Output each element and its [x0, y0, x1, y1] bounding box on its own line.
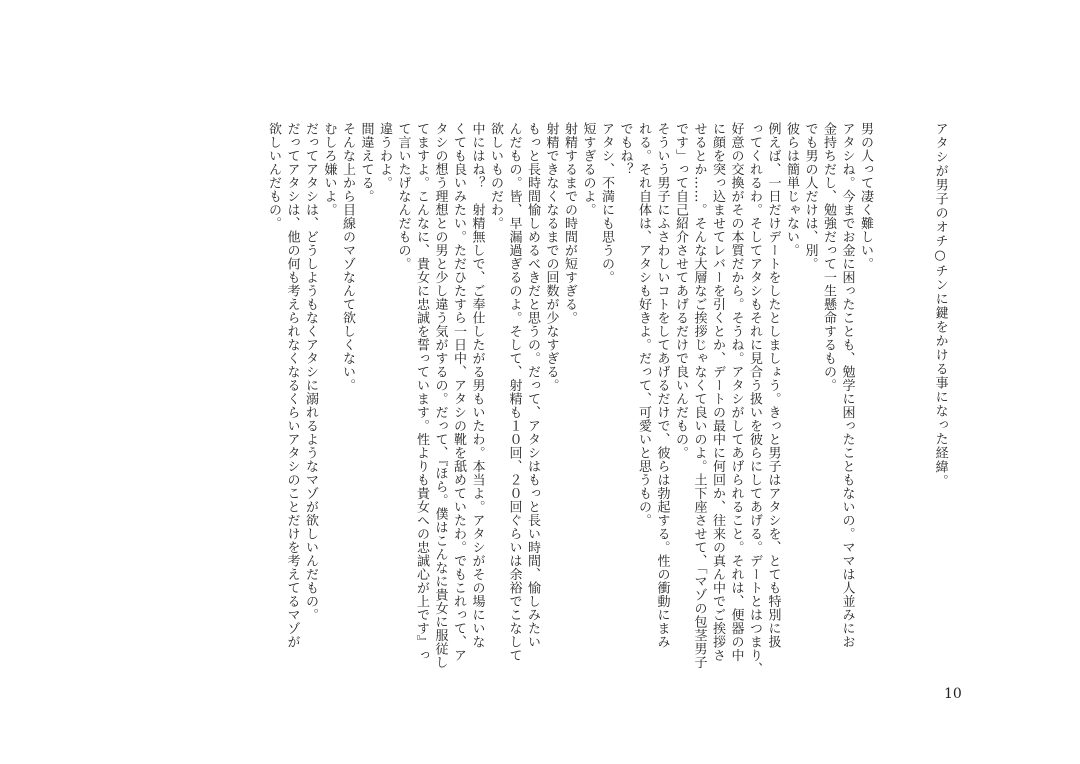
text-line: 短すぎるのよ。 [580, 122, 596, 217]
text-line: ってくれるわ。そしてアタシもそれに見合う扱いを彼らにしてあげる。デートとはつまり、 [747, 122, 762, 676]
page-number: 10 [944, 686, 962, 702]
text-line: せるとか……。そんな大層なご挨拶じゃなくて良いのよ。土下座させて、「マゾの包茎男子 [691, 122, 707, 669]
text-line: 射精するまでの時間が短すぎる。 [562, 122, 577, 325]
text-line: て言いたげなんだもの。 [395, 122, 411, 271]
text-line: そういう男子にふさわしいコトをしてあげるだけで、彼らは勃起する。性の衝動にまみ [654, 122, 670, 649]
text-line: 射精できなくなるまでの回数が少なすぎる。 [543, 122, 559, 392]
text-line: んだもの。皆、早漏過ぎるのよ。そして、射精も１０回、２０回ぐらいは余裕でこなして [506, 122, 522, 662]
body-text [114, 122, 874, 682]
text-line: 違うわよ。 [377, 122, 392, 190]
text-line: アタシ、不満にも思うの。 [599, 122, 614, 284]
text-line: 好意の交換がその本質だから。そうね。アタシがしてあげられること。それは、便器の中 [728, 122, 744, 662]
text-line: 欲しいものだわ。 [488, 122, 503, 230]
text-line: くても良いみたい。ただひたすら一日中、アタシの靴を舐めていたわ。でもこれって、ア [451, 122, 466, 662]
text-line: てますよ。こんなに、貴女に忠誠を誓っています。性よりも貴女への忠誠心が上です』っ [414, 122, 429, 662]
text-line: です」って自己紹介させてあげるだけで良いんだもの。 [673, 122, 688, 460]
text-line: れる。それ自体は、アタシも好きよ。だって、可愛いと思うもの。 [636, 122, 651, 527]
text-line: 間違えてる。 [358, 122, 374, 203]
text-line: 彼らは簡単じゃない。 [784, 122, 799, 257]
text-line: もっと長時間愉しめるべきだと思うの。だって、アタシはもっと長い時間、愉しみたい [525, 122, 540, 649]
text-line: だってアタシは、どうしようもなくアタシに溺れるようなマゾが欲しいんだもの。 [303, 122, 318, 622]
chapter-title: アタシが男子のオチ○チンに鍵をかける事になった経緯。 [932, 122, 948, 488]
text-line: に顔を突っ込ませてレバーを引くとか、デートの最中に何回か、往来の真ん中でご挨拶さ [710, 122, 725, 662]
text-line: でもね？ [617, 122, 633, 176]
text-line: 欲しいんだもの。 [266, 122, 281, 230]
text-line: むしろ嫌いよ。 [321, 122, 337, 217]
text-line: 金持ちだし、勉強だって一生懸命するもの。 [821, 122, 836, 392]
text-line: 男の人って凄く難しい。 [858, 122, 873, 271]
text-line: 例えば、一日だけデートをしたとしましょう。きっと男子はアタシを、とても特別に扱 [765, 122, 781, 649]
text-line: アタシね。今までお金に困ったことも、勉学に困ったこともないの。ママは人並みにお [839, 122, 855, 649]
text-line: だってアタシは、他の何も考えられなくなるくらいアタシのことだけを考えてるマゾが [284, 122, 300, 649]
text-line: 中にはね？ 射精無しで、ご奉仕したがる男もいたわ。本当よ。アタシがその場にいな [469, 122, 485, 649]
text-line: でも男の人だけは、別。 [802, 122, 818, 271]
text-line: そんな上から目線のマゾなんて欲しくない。 [340, 122, 355, 392]
text-line: タシの想う理想との男と少し違う気がするの。だって、『ほら。僕はこんなに貴女に服従し [432, 122, 448, 669]
